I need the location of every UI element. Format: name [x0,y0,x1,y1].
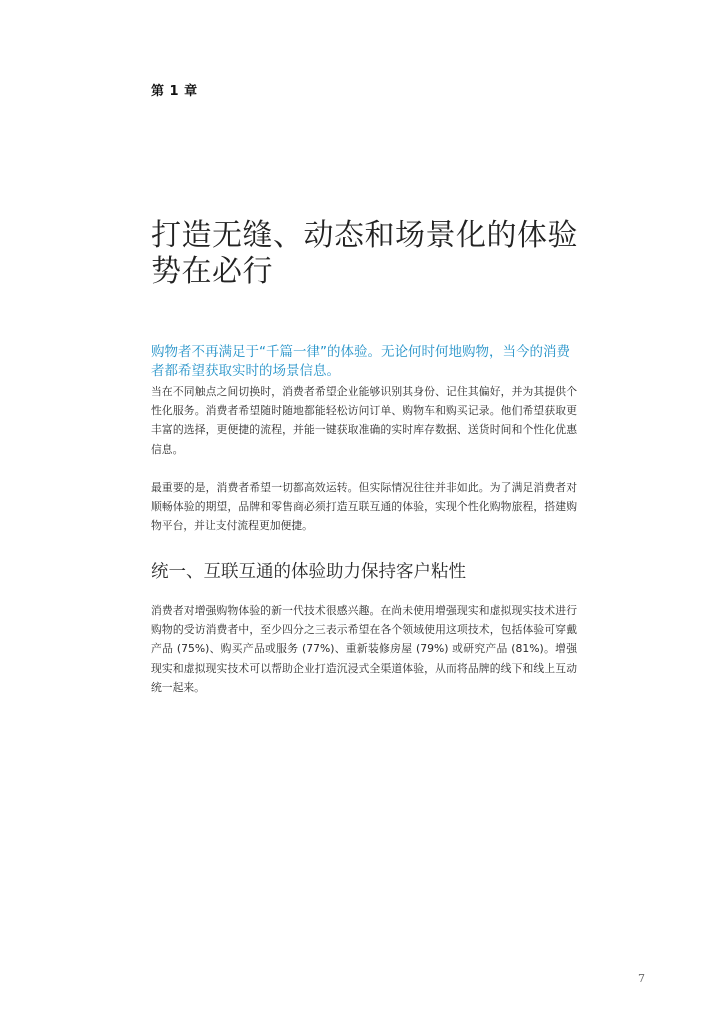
page-title-line-2: 势在必行 [151,254,273,289]
section-paragraph: 消费者对增强购物体验的新一代技术很感兴趣。在尚未使用增强现实和虚拟现实技术进行购物的受访消费者中，至少四分之三表示希望在各个领域使用这项技术，包括体验可穿戴产品 (75%)、购买产品或服务 (77%)、重新装修房屋 (79%) 或研究产品 (81%)。增强现实和虚拟现实技术可以帮助企业打造沉浸式全渠道体验，从而将品牌的线下和线上互动统一起来。 [151,604,577,694]
lead-paragraph: 购物者不再满足于“千篇一律”的体验。无论何时何地购物，当今的消费者都希望获取实时的场景信息。 [151,344,570,379]
page-number: 7 [638,972,645,985]
page-title [151,218,581,290]
section-heading: 统一、互联互通的体验助力保持客户粘性 [151,562,466,582]
body-paragraph-1: 当在不同触点之间切换时，消费者希望企业能够识别其身份、记住其偏好，并为其提供个性化服务。消费者希望随时随地都能轻松访问订单、购物车和购买记录。他们希望获取更丰富的选择，更便捷的流程，并能一键获取准确的实时库存数据、送货时间和个性化优惠信息。 [151,385,577,456]
body-paragraph-2: 最重要的是，消费者希望一切都高效运转。但实际情况往往并非如此。为了满足消费者对顺畅体验的期望，品牌和零售商必须打造互联互通的体验，实现个性化购物旅程，搭建购物平台，并让支付流程更加便捷。 [151,481,577,533]
chapter-label: 第 1 章 [151,84,198,99]
page-title-line-1: 打造无缝、动态和场景化的体验 [151,218,578,253]
